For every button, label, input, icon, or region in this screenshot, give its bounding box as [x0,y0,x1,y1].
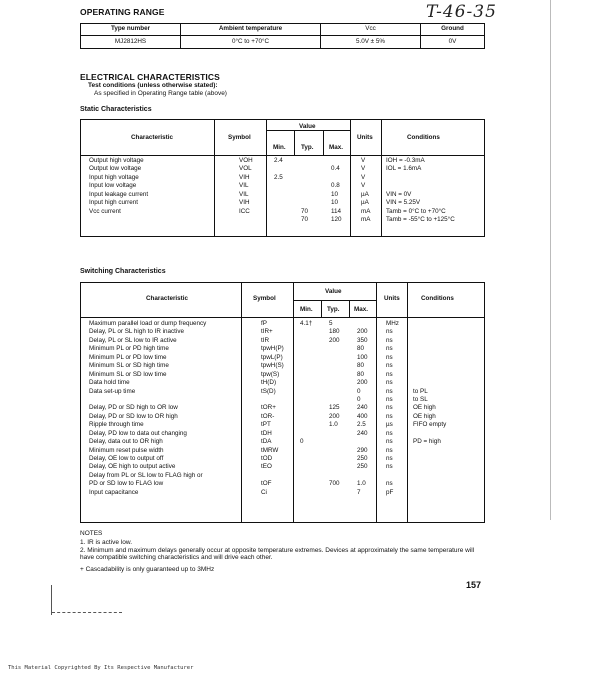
switching-row-typ [329,396,340,404]
switching-row-u: ns [386,395,393,403]
switching-row-c: Delay from PL or SL low to FLAG high or [89,471,203,479]
static-row-max [331,174,342,182]
switching-row-c: Data hold time [89,379,130,387]
switching-row-typ [329,362,340,370]
static-col-min [274,157,283,225]
switching-row-s: tOD [261,455,273,462]
switching-row-s: tEO [261,463,272,471]
switching-row-max [357,438,368,446]
switching-row-u [386,472,399,480]
static-row-conditions: IOH = -0.3mA [386,157,425,164]
switching-row-max: 250 [357,455,368,462]
switching-row-s: tpwH(S) [261,362,284,370]
operating-range-header-row [81,24,485,36]
switching-row-cond: FIFO empty [413,421,447,429]
header-type-number: Type number [81,24,181,36]
switching-row-c: Maximum parallel load or dump frequency [89,320,207,327]
switching-row-c: Delay, PL or SL low to IR active [89,336,177,344]
switching-row-c: Minimum PL or PD high time [89,345,169,353]
switching-row-cond: OE high [413,404,436,412]
static-row-min [274,199,283,207]
static-row-max: 0.4 [331,165,340,173]
switching-row-c: Data set-up time [89,387,136,395]
switching-row-typ [329,447,340,455]
static-row-units: µA [361,199,369,207]
switching-row-typ: 700 [329,480,340,488]
switching-row-max: 0 [357,387,361,395]
switching-row-cond [413,362,446,370]
switching-row-min [300,447,312,455]
switching-row-min [300,480,312,488]
switching-row-typ [329,438,340,446]
switching-row-typ [329,472,340,480]
switching-row-typ [329,345,340,353]
switching-row-s: tS(D) [261,387,276,395]
static-row-conditions: Tamb = 0°C to +70°C [386,207,446,215]
electrical-title: ELECTRICAL CHARACTERISTICS [80,72,220,82]
static-row-max: 120 [331,216,342,224]
switching-row-s: tPT [261,421,271,429]
switching-row-min [300,345,312,353]
switching-header-conditions: Conditions [421,295,454,302]
static-row-symbol [239,216,253,224]
static-row-symbol: VIL [239,190,249,198]
switching-row-max: 1.0 [357,480,366,488]
switching-row-c: Delay, OE high to output active [89,463,176,471]
switching-row-s: tOR- [261,412,275,420]
static-header-min: Min. [273,144,286,151]
static-row-symbol: VOH [239,157,253,164]
switching-row-max: 200 [357,379,368,387]
switching-col-max [357,320,368,497]
cell-type-number: MJ2812HS [81,36,181,49]
switching-row-u: ns [386,438,393,446]
switching-col-symbol [261,320,284,497]
static-row-characteristic: Vcc current [89,207,121,215]
static-row-units: V [361,165,366,173]
switching-header-units: Units [384,295,400,302]
switching-header-max: Max. [354,306,368,313]
static-col-max [331,157,342,225]
static-header-symbol: Symbol [228,134,251,141]
switching-row-c: Delay, PL or SL high to IR inactive [89,328,184,336]
switching-row-max: 100 [357,353,368,361]
static-row-characteristic: Input high voltage [89,173,139,181]
switching-row-u: ns [386,412,393,420]
switching-row-cond [413,337,446,345]
static-row-characteristic: Input high current [89,199,139,207]
switching-row-min [300,413,312,421]
static-title: Static Characteristics [80,106,152,113]
static-row-characteristic: Output low voltage [89,165,142,173]
switching-row-typ: 1.0 [329,421,338,429]
switching-col-units [386,320,399,497]
switching-row-min [300,463,312,471]
switching-row-typ [329,430,340,438]
switching-row-min: 0 [300,438,304,446]
static-col-characteristic [89,157,148,225]
static-row-units: V [361,157,366,164]
switching-row-c: Input capacitance [89,488,139,496]
static-row-conditions: VIN = 0V [386,190,412,198]
switching-row-typ [329,371,340,379]
static-row-max: 114 [331,207,342,215]
static-header-value: Value [299,123,316,130]
switching-header-characteristic: Characteristic [146,295,188,302]
header-vcc: Vcc [321,24,421,36]
static-row-symbol: ICC [239,207,250,215]
static-row-symbol: VIH [239,199,250,207]
static-col-symbol [239,157,253,225]
switching-row-typ [329,455,340,463]
static-row-conditions [386,182,455,190]
switching-row-max: 240 [357,404,368,412]
cell-ground: 0V [448,37,457,45]
switching-row-max: 200 [357,328,368,336]
switching-row-c: Delay, data out to OR high [89,438,163,446]
switching-row-s [261,472,284,480]
switching-row-typ [329,354,340,362]
switching-row-min [300,337,312,345]
switching-row-min [300,396,312,404]
static-row-typ [301,182,308,190]
switching-row-min [300,489,312,497]
switching-row-cond: to SL [413,395,428,403]
handwritten-note: T-46-35 [426,2,497,22]
switching-header-typ: Typ. [327,306,340,313]
switching-row-s: tMRW [261,446,279,454]
static-row-conditions [386,174,455,182]
static-row-characteristic [89,216,148,224]
switching-row-max: 80 [357,345,365,353]
switching-row-cond: OE high [413,412,436,420]
operating-range-title: OPERATING RANGE [80,7,165,17]
switching-row-cond [413,472,446,480]
switching-row-typ [329,388,340,396]
switching-row-c: Minimum SL or SD low time [89,370,167,378]
note-2: 2. Minimum and maximum delays generally occur at opposite temperature extremes. Devices at approximately the same temperature will have compatible switching characteristics and will drive each other. [80,547,475,561]
static-row-symbol: VIH [239,173,250,181]
page-number: 157 [466,580,482,590]
switching-row-max: 80 [357,370,365,378]
switching-row-c: PD or SD low to FLAG low [89,480,164,488]
switching-row-min [300,371,312,379]
switching-row-cond [413,379,446,387]
cell-vcc: 5.0V ± 5% [321,36,421,49]
switching-row-s: tH(D) [261,379,277,387]
static-row-conditions: Tamb = -55°C to +125°C [386,216,455,224]
static-row-characteristic: Output high voltage [89,157,144,164]
switching-row-min [300,354,312,362]
switching-row-cond [413,447,446,455]
static-table [80,119,485,237]
switching-row-min [300,362,312,370]
static-row-units: mA [361,207,371,215]
switching-row-u: ns [386,345,393,353]
switching-table [80,282,485,523]
switching-col-conditions [413,320,446,497]
switching-row-cond [413,463,446,471]
static-row-units: V [361,182,366,190]
static-row-min [274,191,283,199]
test-conditions: Test conditions (unless otherwise stated): [88,82,218,89]
static-header-typ: Typ. [301,144,314,151]
switching-row-s: tpwH(P) [261,345,284,353]
switching-row-u: ns [386,387,393,395]
switching-col-min [300,320,312,497]
switching-header-symbol: Symbol [253,295,276,302]
switching-row-min [300,421,312,429]
switching-row-u: ns [386,328,393,336]
static-row-typ [301,157,308,165]
switching-row-min [300,455,312,463]
note-3: + Cascadability is only guaranteed up to 3MHz [80,566,215,573]
switching-row-min [300,388,312,396]
switching-row-max: 80 [357,362,365,370]
static-row-min [274,182,283,190]
switching-row-s: tIR+ [261,328,273,336]
switching-row-c [89,396,206,404]
switching-col-typ [329,320,340,497]
switching-row-typ: 180 [329,328,340,336]
switching-row-c: Delay, OE low to output off [89,455,164,462]
switching-row-c: Minimum PL or PD low time [89,353,167,361]
switching-row-max: 290 [357,446,368,454]
static-row-typ: 70 [301,216,309,224]
switching-row-c: Minimum SL or SD high time [89,362,169,370]
switching-row-cond [413,345,446,353]
switching-row-max: 350 [357,336,368,344]
switching-row-typ: 200 [329,336,340,344]
static-row-conditions: VIN = 5.25V [386,199,421,207]
static-row-typ [301,191,308,199]
test-conditions-detail: As specified in Operating Range table (above) [94,90,227,97]
switching-col-characteristic [89,320,206,497]
static-col-typ [301,157,308,225]
switching-row-cond [413,320,446,328]
switching-row-u: ns [386,379,393,387]
switching-row-cond: PD = high [413,438,441,446]
switching-row-min [300,430,312,438]
switching-header-value: Value [325,288,342,295]
static-row-characteristic: Input leakage current [89,190,149,198]
static-row-symbol: VOL [239,165,252,173]
static-col-conditions [386,157,455,225]
switching-row-min [300,472,312,480]
switching-row-cond [413,455,446,463]
static-row-max: 0.8 [331,182,340,190]
switching-row-u: ns [386,336,393,344]
switching-row-typ: 5 [329,320,333,327]
switching-row-min [300,404,312,412]
switching-row-u: ns [386,353,393,361]
static-row-max: 10 [331,199,339,207]
static-row-min [274,216,283,224]
switching-row-max [357,320,368,328]
static-col-units [361,157,370,225]
header-ambient-temperature: Ambient temperature [181,24,321,36]
switching-row-s: fP [261,320,267,327]
static-header-conditions: Conditions [407,134,440,141]
switching-row-cond [413,489,446,497]
switching-row-s [261,396,284,404]
static-row-symbol: VIL [239,182,249,190]
switching-row-cond [413,328,446,336]
notes-title: NOTES [80,530,103,537]
switching-row-min [300,379,312,387]
switching-row-cond [413,430,446,438]
switching-title: Switching Characteristics [80,268,166,275]
switching-row-min: 4.1† [300,320,313,327]
operating-range-row [81,36,485,49]
switching-row-u: ns [386,446,393,454]
switching-row-c: Delay, PD or SD high to OR low [89,404,178,412]
switching-row-max: 250 [357,463,368,471]
switching-row-cond: to PL [413,387,428,395]
switching-row-s: tOF [261,480,272,488]
switching-row-s: tpwL(P) [261,353,283,361]
switching-row-max [357,472,368,480]
static-row-min: 2.4 [274,157,283,164]
static-row-units: µA [361,190,369,198]
switching-row-u: ns [386,463,393,471]
static-row-max: 10 [331,190,339,198]
switching-row-max: 2.5 [357,421,366,429]
static-row-conditions: IOL = 1.6mA [386,165,422,173]
switching-row-u: µs [386,421,393,429]
switching-row-max: 0 [357,395,361,403]
static-row-typ [301,165,308,173]
switching-row-u: ns [386,404,393,412]
static-row-min [274,165,283,173]
switching-row-u: ns [386,455,393,462]
static-header-characteristic: Characteristic [131,134,173,141]
switching-row-typ: 200 [329,412,340,420]
switching-row-u: ns [386,480,393,488]
scan-dash-mark [52,612,122,614]
switching-row-s: tOR+ [261,404,276,412]
switching-row-u: ns [386,429,393,437]
switching-row-c: Delay, PD or SD low to OR high [89,412,178,420]
switching-row-s: tDH [261,429,272,437]
static-row-typ [301,174,308,182]
switching-row-cond [413,480,446,488]
switching-row-c: Delay, PD low to data out changing [89,429,187,437]
switching-row-s: Ci [261,488,267,496]
switching-row-max: 400 [357,412,368,420]
static-row-min: 2.5 [274,173,283,181]
static-row-typ: 70 [301,207,309,215]
switching-row-typ: 125 [329,404,340,412]
switching-row-typ [329,489,340,497]
header-ground: Ground [441,25,464,33]
scan-edge-line [550,0,551,520]
static-row-units: V [361,173,366,181]
switching-row-max: 240 [357,429,368,437]
switching-row-s: tDA [261,438,272,446]
static-header-max: Max. [329,144,343,151]
static-row-min [274,208,283,216]
operating-range-table [80,23,485,49]
cell-ambient-temperature: 0°C to +70°C [181,36,321,49]
switching-row-u: pF [386,488,394,496]
static-row-max [331,157,342,165]
switching-row-cond [413,354,446,362]
switching-row-cond [413,371,446,379]
switching-header-min: Min. [300,306,313,313]
switching-row-min [300,328,312,336]
switching-row-typ [329,463,340,471]
switching-row-u: ns [386,370,393,378]
static-row-characteristic: Input low voltage [89,182,137,190]
copyright-footer: This Material Copyrighted By Its Respective Manufacturer [8,665,194,671]
note-1: 1. IR is active low. [80,539,133,546]
switching-row-typ [329,379,340,387]
static-row-typ [301,199,308,207]
static-row-units: mA [361,216,371,224]
switching-row-u: MHz [386,320,399,327]
switching-row-c: Ripple through time [89,421,144,429]
switching-row-u: ns [386,362,393,370]
switching-row-max: 7 [357,488,361,496]
switching-row-s: tpw(S) [261,370,280,378]
switching-row-s: tIR [261,336,270,344]
static-header-units: Units [357,134,373,141]
switching-row-c: Minimum reset pulse width [89,446,164,454]
scan-mark [51,585,52,615]
